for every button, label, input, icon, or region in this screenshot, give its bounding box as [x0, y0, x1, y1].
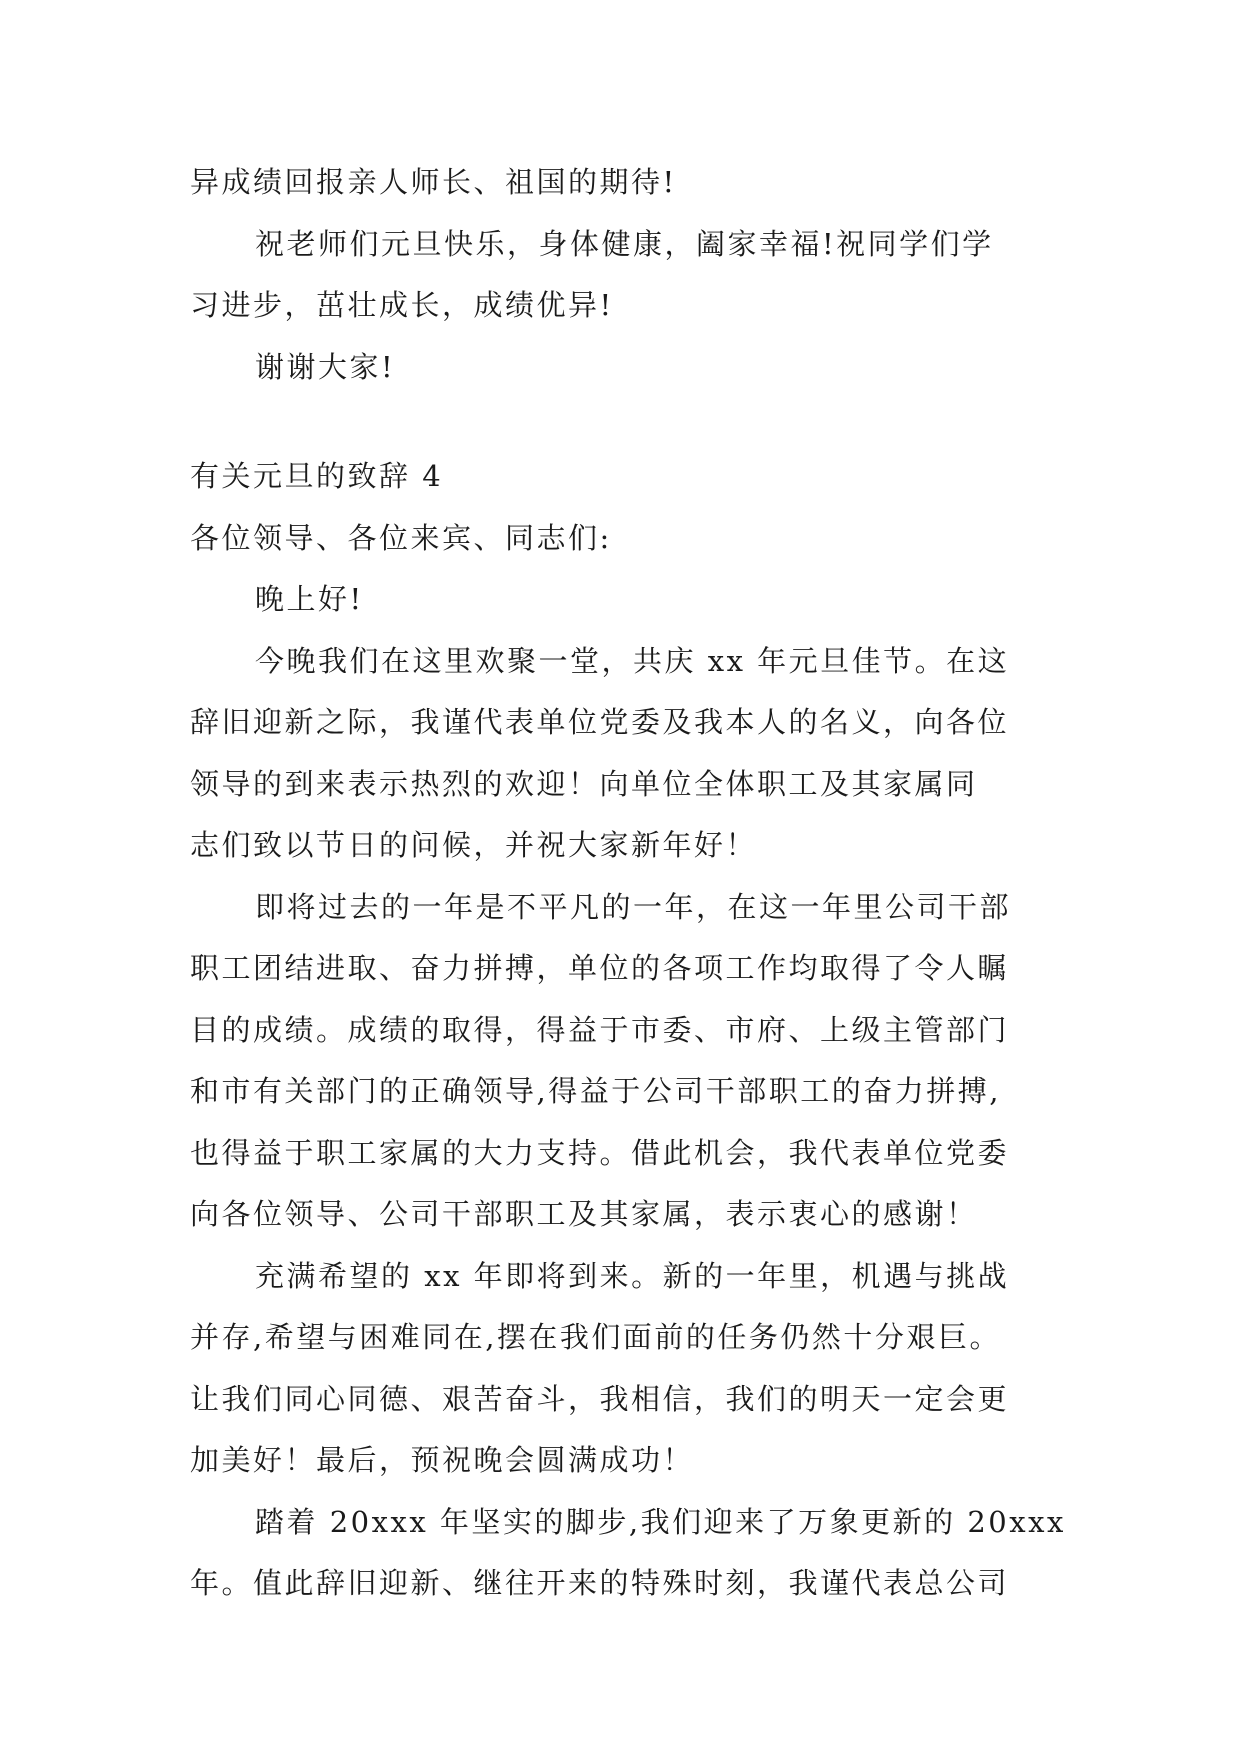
text-line: 也得益于职工家属的大力支持。借此机会，我代表单位党委 — [190, 1135, 1010, 1170]
text-line: 习进步，茁壮成长，成绩优异! — [190, 288, 614, 322]
greeting: 晚上好! — [255, 582, 364, 616]
text-line: 充满希望的 xx 年即将到来。新的一年里，机遇与挑战 — [255, 1258, 1010, 1293]
text-line: 让我们同心同德、艰苦奋斗，我相信，我们的明天一定会更 — [190, 1381, 1010, 1416]
text-line: 即将过去的一年是不平凡的一年，在这一年里公司干部 — [255, 889, 1012, 924]
text-line: 踏着 20xxx 年坚实的脚步,我们迎来了万象更新的 20xxx — [255, 1504, 1066, 1539]
text-line: 祝老师们元旦快乐，身体健康，阖家幸福!祝同学们学 — [255, 226, 994, 261]
text-line: 领导的到来表示热烈的欢迎！向单位全体职工及其家属同 — [190, 766, 978, 801]
text-line: 目的成绩。成绩的取得，得益于市委、市府、上级主管部门 — [190, 1012, 1010, 1047]
text-line: 加美好！最后，预祝晚会圆满成功！ — [190, 1443, 695, 1477]
section-title: 有关元旦的致辞 4 — [190, 459, 444, 493]
text-line: 异成绩回报亲人师长、祖国的期待! — [190, 165, 677, 199]
text-line: 辞旧迎新之际，我谨代表单位党委及我本人的名义，向各位 — [190, 705, 1010, 739]
text-line: 职工团结进取、奋力拼搏，单位的各项工作均取得了令人瞩 — [190, 951, 1010, 985]
salutation: 各位领导、各位来宾、同志们: — [190, 520, 612, 555]
text-line: 并存,希望与困难同在,摆在我们面前的任务仍然十分艰巨。 — [190, 1320, 1001, 1354]
text-line: 向各位领导、公司干部职工及其家属，表示衷心的感谢！ — [190, 1197, 978, 1231]
text-line: 年。值此辞旧迎新、继往开来的特殊时刻，我谨代表总公司 — [190, 1566, 1010, 1600]
document-body — [190, 152, 1066, 1615]
section-gap — [190, 398, 1048, 446]
text-line: 志们致以节日的问候，并祝大家新年好！ — [190, 828, 758, 862]
closing-thanks: 谢谢大家! — [255, 349, 396, 384]
text-line: 今晚我们在这里欢聚一堂，共庆 xx 年元旦佳节。在这 — [255, 643, 1010, 678]
text-line: 和市有关部门的正确领导,得益于公司干部职工的奋力拼搏, — [190, 1074, 1001, 1108]
